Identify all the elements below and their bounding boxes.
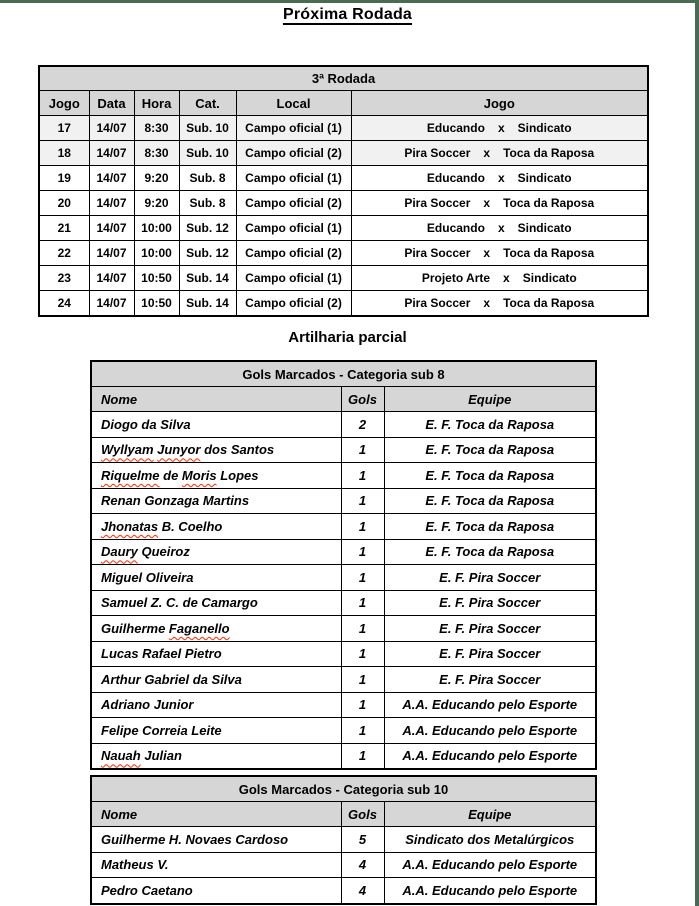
rodada-header-row (39, 91, 648, 116)
goals-cell: 1 (341, 565, 384, 591)
date-cell: 14/07 (89, 216, 134, 241)
scorer-row (91, 616, 596, 642)
game-number-cell: 24 (39, 291, 89, 317)
date-cell: 14/07 (89, 166, 134, 191)
rodada-row (39, 291, 648, 317)
rodada-row (39, 191, 648, 216)
team-cell: E. F. Pira Soccer (384, 616, 596, 642)
scorer-row (91, 463, 596, 489)
goals-cell: 1 (341, 616, 384, 642)
goals-cell: 5 (341, 827, 384, 853)
team-cell: E. F. Toca da Raposa (384, 463, 596, 489)
player-name-cell (91, 878, 341, 904)
away-team: Sindicato (517, 121, 572, 135)
team-cell: E. F. Toca da Raposa (384, 514, 596, 540)
vs-mark: x (503, 271, 510, 285)
venue-cell: Campo oficial (1) (236, 216, 351, 241)
game-number-cell: 20 (39, 191, 89, 216)
vs-mark: x (497, 221, 505, 235)
category-cell: Sub. 10 (179, 141, 236, 166)
player-name-cell (91, 514, 341, 540)
venue-cell: Campo oficial (1) (236, 166, 351, 191)
home-team: Educando (426, 171, 485, 185)
goals-cell: 1 (341, 463, 384, 489)
name-text: de (159, 467, 182, 483)
page-title: Próxima Rodada (282, 6, 413, 23)
name-text: Lucas Rafael Pietro (101, 646, 222, 662)
rodada-title-row (39, 66, 648, 91)
scorer-table-body (91, 412, 596, 770)
misspelled-word: Junyor (157, 442, 201, 458)
scorer-row (91, 718, 596, 744)
scorer-row (91, 852, 596, 878)
scorer-table-sub8 (90, 360, 597, 770)
rodada-column-header: Data (89, 91, 134, 116)
home-team: Pira Soccer (404, 196, 471, 210)
game-number-cell: 19 (39, 166, 89, 191)
scorer-row (91, 412, 596, 438)
scorer-row (91, 488, 596, 514)
time-cell: 10:00 (134, 241, 179, 266)
away-team: Sindicato (522, 271, 577, 285)
name-text: Arthur Gabriel da Silva (101, 671, 242, 687)
misspelled-word: Faganello (168, 620, 230, 636)
scorer-column-header: Nome (91, 387, 341, 412)
vs-mark: x (483, 146, 491, 160)
scorer-row (91, 692, 596, 718)
time-cell: 10:00 (134, 216, 179, 241)
misspelled-word: Jhonatas (101, 518, 159, 534)
team-cell: A.A. Educando pelo Esporte (384, 743, 596, 769)
matchup-cell (351, 291, 648, 317)
game-number-cell: 18 (39, 141, 89, 166)
matchup-cell (351, 166, 648, 191)
team-cell: E. F. Pira Soccer (384, 590, 596, 616)
player-name-cell (91, 488, 341, 514)
name-text: Diogo da Silva (101, 416, 191, 432)
goals-cell: 1 (341, 590, 384, 616)
player-name-cell (91, 692, 341, 718)
goals-cell: 1 (341, 488, 384, 514)
away-team: Toca da Raposa (503, 146, 595, 160)
scorer-column-header: Equipe (384, 387, 596, 412)
name-text: Guilherme H. Novaes Cardoso (101, 831, 289, 847)
player-name-cell (91, 743, 341, 769)
team-cell: A.A. Educando pelo Esporte (384, 852, 596, 878)
category-cell: Sub. 10 (179, 116, 236, 141)
scorer-title-row (91, 361, 596, 387)
time-cell: 9:20 (134, 191, 179, 216)
home-team: Pira Soccer (404, 146, 471, 160)
venue-cell: Campo oficial (2) (236, 141, 351, 166)
rodada-row (39, 141, 648, 166)
scorer-row (91, 827, 596, 853)
player-name-cell (91, 539, 341, 565)
team-cell: E. F. Toca da Raposa (384, 488, 596, 514)
scorer-table-title: Gols Marcados - Categoria sub 10 (91, 776, 596, 802)
scorer-row (91, 667, 596, 693)
team-cell: E. F. Toca da Raposa (384, 539, 596, 565)
goals-cell: 1 (341, 718, 384, 744)
scorer-table-sub10 (90, 775, 597, 905)
away-team: Sindicato (517, 221, 572, 235)
time-cell: 8:30 (134, 116, 179, 141)
scorer-row (91, 743, 596, 769)
vs-mark: x (483, 196, 491, 210)
scorer-column-header: Gols (341, 387, 384, 412)
goals-cell: 4 (341, 878, 384, 904)
game-number-cell: 21 (39, 216, 89, 241)
player-name-cell (91, 463, 341, 489)
rodada-row (39, 266, 648, 291)
scorer-row (91, 514, 596, 540)
category-cell: Sub. 12 (179, 216, 236, 241)
name-text: Matheus V. (101, 857, 169, 873)
goals-cell: 4 (341, 852, 384, 878)
goals-cell: 1 (341, 743, 384, 769)
goals-cell: 1 (341, 641, 384, 667)
matchup-cell (351, 241, 648, 266)
time-cell: 10:50 (134, 266, 179, 291)
date-cell: 14/07 (89, 191, 134, 216)
name-text: Pedro Caetano (101, 882, 193, 898)
scorer-header-row (91, 802, 596, 827)
goals-cell: 1 (341, 692, 384, 718)
away-team: Sindicato (517, 171, 572, 185)
home-team: Pira Soccer (404, 296, 471, 310)
game-number-cell: 23 (39, 266, 89, 291)
away-team: Toca da Raposa (503, 246, 595, 260)
scorer-column-header: Equipe (384, 802, 596, 827)
time-cell: 8:30 (134, 141, 179, 166)
goals-cell: 1 (341, 667, 384, 693)
name-text: Samuel Z. C. de Camargo (101, 595, 258, 611)
misspelled-word: Moris (181, 467, 217, 483)
matchup-cell (351, 266, 648, 291)
scorer-column-header: Gols (341, 802, 384, 827)
rodada-row (39, 216, 648, 241)
team-cell: E. F. Pira Soccer (384, 565, 596, 591)
scorer-header-row (91, 387, 596, 412)
home-team: Educando (426, 221, 485, 235)
date-cell: 14/07 (89, 291, 134, 317)
name-text: dos Santos (200, 442, 275, 458)
rodada-column-header: Hora (134, 91, 179, 116)
venue-cell: Campo oficial (1) (236, 116, 351, 141)
venue-cell: Campo oficial (2) (236, 291, 351, 317)
name-text: Queiroz (137, 544, 190, 560)
team-cell: E. F. Pira Soccer (384, 667, 596, 693)
team-cell: E. F. Pira Soccer (384, 641, 596, 667)
date-cell: 14/07 (89, 141, 134, 166)
name-text: Julian (140, 748, 182, 764)
team-cell: A.A. Educando pelo Esporte (384, 692, 596, 718)
misspelled-word: Riquelme (101, 467, 160, 483)
category-cell: Sub. 8 (179, 191, 236, 216)
date-cell: 14/07 (89, 266, 134, 291)
player-name-cell (91, 852, 341, 878)
home-team: Pira Soccer (404, 246, 471, 260)
name-text: B. Coelho (158, 518, 223, 534)
goals-cell: 1 (341, 514, 384, 540)
home-team: Projeto Arte (421, 271, 491, 285)
rodada-table-body (39, 116, 648, 317)
home-team: Educando (426, 121, 485, 135)
player-name-cell (91, 827, 341, 853)
rodada-column-header: Local (236, 91, 351, 116)
goals-cell: 1 (341, 539, 384, 565)
date-cell: 14/07 (89, 241, 134, 266)
misspelled-word: Wyllyam (101, 442, 154, 458)
category-cell: Sub. 12 (179, 241, 236, 266)
rodada-column-header: Cat. (179, 91, 236, 116)
player-name-cell (91, 718, 341, 744)
matchup-cell (351, 116, 648, 141)
vs-mark: x (483, 246, 491, 260)
name-text: Felipe Correia Leite (101, 722, 222, 738)
player-name-cell (91, 616, 341, 642)
scorer-row (91, 565, 596, 591)
player-name-cell (91, 437, 341, 463)
scorer-row (91, 437, 596, 463)
player-name-cell (91, 641, 341, 667)
scorer-row (91, 878, 596, 904)
misspelled-word: Daury (101, 544, 138, 560)
rodada-column-header: Jogo (351, 91, 648, 116)
team-cell: E. F. Toca da Raposa (384, 412, 596, 438)
name-text: Guilherme (101, 620, 169, 636)
rodada-row (39, 116, 648, 141)
matchup-cell (351, 141, 648, 166)
game-number-cell: 22 (39, 241, 89, 266)
player-name-cell (91, 565, 341, 591)
player-name-cell (91, 412, 341, 438)
matchup-cell (351, 216, 648, 241)
artilharia-section-title: Artilharia parcial (288, 329, 407, 346)
scorer-table-title: Gols Marcados - Categoria sub 8 (91, 361, 596, 387)
venue-cell: Campo oficial (2) (236, 241, 351, 266)
scorer-table-body (91, 827, 596, 904)
vs-mark: x (483, 296, 491, 310)
team-cell: Sindicato dos Metalúrgicos (384, 827, 596, 853)
name-text: Adriano Junior (101, 697, 194, 713)
vs-mark: x (497, 171, 505, 185)
player-name-cell (91, 667, 341, 693)
rodada-column-header: Jogo (39, 91, 89, 116)
name-text: Lopes (216, 467, 259, 483)
misspelled-word: Nauah (101, 748, 141, 764)
player-name-cell (91, 590, 341, 616)
scorer-row (91, 590, 596, 616)
rodada-table-title: 3ª Rodada (39, 66, 648, 91)
goals-cell: 1 (341, 437, 384, 463)
team-cell: A.A. Educando pelo Esporte (384, 878, 596, 904)
away-team: Toca da Raposa (503, 296, 595, 310)
game-number-cell: 17 (39, 116, 89, 141)
time-cell: 10:50 (134, 291, 179, 317)
rodada-row (39, 241, 648, 266)
rodada-table (38, 65, 649, 317)
scorer-row (91, 641, 596, 667)
category-cell: Sub. 8 (179, 166, 236, 191)
time-cell: 9:20 (134, 166, 179, 191)
date-cell: 14/07 (89, 116, 134, 141)
name-text: Renan Gonzaga Martins (101, 493, 250, 509)
category-cell: Sub. 14 (179, 266, 236, 291)
venue-cell: Campo oficial (1) (236, 266, 351, 291)
name-text: Miguel Oliveira (101, 569, 194, 585)
away-team: Toca da Raposa (503, 196, 595, 210)
team-cell: A.A. Educando pelo Esporte (384, 718, 596, 744)
scorer-title-row (91, 776, 596, 802)
team-cell: E. F. Toca da Raposa (384, 437, 596, 463)
matchup-cell (351, 191, 648, 216)
vs-mark: x (497, 121, 505, 135)
scorer-row (91, 539, 596, 565)
category-cell: Sub. 14 (179, 291, 236, 317)
rodada-table-head (39, 66, 648, 116)
rodada-row (39, 166, 648, 191)
goals-cell: 2 (341, 412, 384, 438)
venue-cell: Campo oficial (2) (236, 191, 351, 216)
scorer-column-header: Nome (91, 802, 341, 827)
